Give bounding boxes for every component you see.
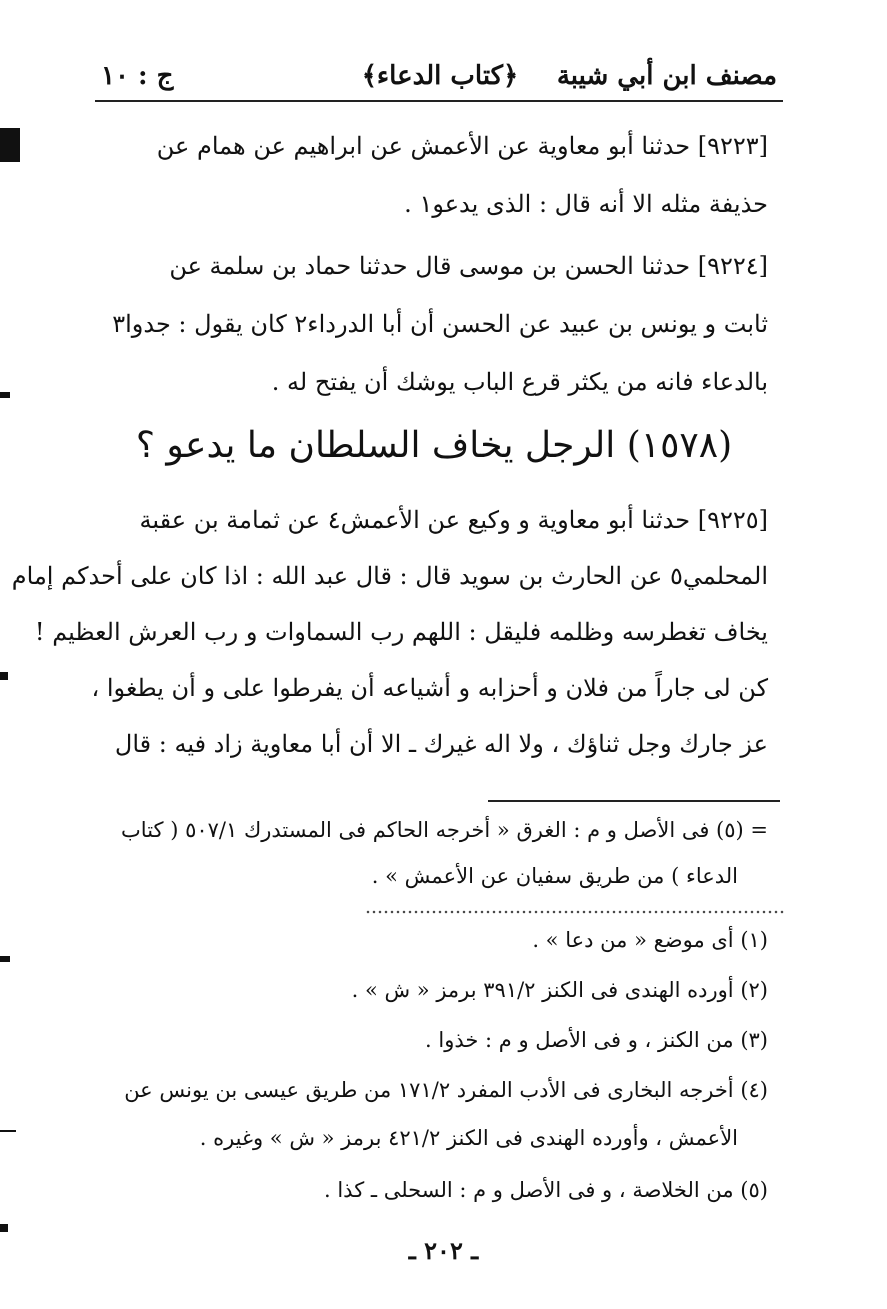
footnote-line: الدعاء ) من طريق سفيان عن الأعمش » . [371, 864, 738, 888]
scan-edge-mark [0, 1130, 16, 1132]
text-line: ثابت و يونس بن عبيد عن الحسن أن أبا الدرداء٢ كان يقول : جدوا٣ [112, 310, 768, 338]
footnote-5: (٥) من الخلاصة ، و فى الأصل و م : السحلى ـ كذا . [324, 1178, 768, 1202]
scan-edge-mark [0, 956, 10, 962]
running-header [95, 55, 785, 97]
section-title: ﴿كتاب الدعاء﴾ [361, 61, 519, 91]
scan-edge-mark [0, 392, 10, 398]
text-line: [٩٢٢٣] حدثنا أبو معاوية عن الأعمش عن ابراهيم عن همام عن [156, 132, 768, 160]
text-line: [٩٢٢٥] حدثنا أبو معاوية و وكيع عن الأعمش٤ عن ثمامة بن عقبة [139, 506, 768, 534]
text-line: كن لى جاراً من فلان و أحزابه و أشياعه أن يفرطوا على و أن يطغوا ، [91, 674, 768, 702]
chapter-heading: (١٥٧٨) الرجل يخاف السلطان ما يدعو ؟ [135, 425, 733, 466]
footnote-2: (٢) أورده الهندى فى الكنز ٣٩١/٢ برمز « ش » . [351, 978, 768, 1002]
wavy-separator [365, 909, 785, 915]
scan-edge-mark [0, 128, 20, 162]
page-number: ـ ٢٠٢ ـ [408, 1236, 479, 1265]
text-line: المحلمي٥ عن الحارث بن سويد قال : قال عبد الله : اذا كان على أحدكم إمام [11, 562, 768, 590]
volume-number: ج : ١٠ [101, 61, 174, 91]
footnote-1: (١) أى موضع « من دعا » . [532, 928, 768, 952]
footnote-4: (٤) أخرجه البخارى فى الأدب المفرد ١٧١/٢ من طريق عيسى بن يونس عن [124, 1078, 768, 1102]
scan-edge-mark [0, 672, 8, 680]
footnote-line: = (٥) فى الأصل و م : الغرق « أخرجه الحاكم فى المستدرك ٥٠٧/١ ( كتاب [121, 818, 768, 842]
footnote-4-cont: الأعمش ، وأورده الهندى فى الكنز ٤٢١/٢ برمز « ش » وغيره . [199, 1126, 738, 1150]
text-line: بالدعاء فانه من يكثر قرع الباب يوشك أن يفتح له . [271, 368, 768, 396]
text-line: يخاف تغطرسه وظلمه فليقل : اللهم رب السماوات و رب العرش العظيم ! [34, 618, 768, 646]
text-line: [٩٢٢٤] حدثنا الحسن بن موسى قال حدثنا حماد بن سلمة عن [169, 252, 768, 280]
text-line: حذيفة مثله الا أنه قال : الذى يدعو١ . [404, 190, 768, 218]
header-rule [95, 100, 783, 102]
book-title: مصنف ابن أبي شيبة [556, 61, 777, 91]
footnote-rule [488, 800, 780, 802]
footnote-3: (٣) من الكنز ، و فى الأصل و م : خذوا . [425, 1028, 768, 1052]
scan-edge-mark [0, 1224, 8, 1232]
text-line: عز جارك وجل ثناؤك ، ولا اله غيرك ـ الا أن أبا معاوية زاد فيه : قال [114, 730, 768, 758]
